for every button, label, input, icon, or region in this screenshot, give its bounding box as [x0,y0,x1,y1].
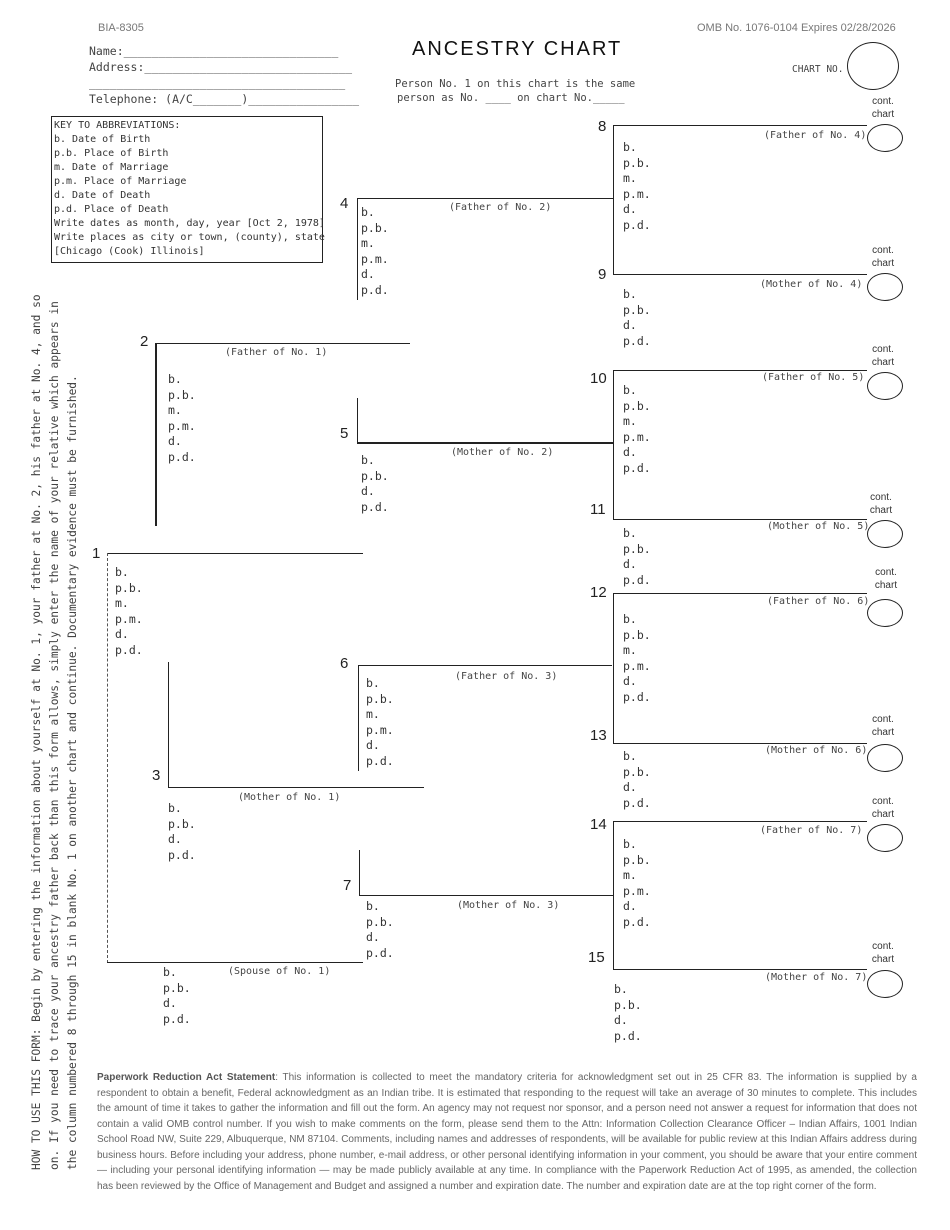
person-9-line[interactable] [613,274,867,275]
person-1-connector [107,553,108,963]
key-line: p.b. Place of Birth [54,148,169,159]
field-label: p.d. [366,753,394,768]
cont-label-text: chart [871,809,895,820]
field-label: b. [623,837,637,851]
field-label: d. [361,267,375,282]
cont-chart-label [863,940,903,966]
field-label: p.m. [366,722,394,737]
person-2-connector [155,343,157,526]
person-no-line2[interactable]: person as No. ____ on chart No._____ [397,92,625,104]
field-label: m. [623,171,637,186]
paperwork-text: : This information is collected to meet the mandatory criteria for acknowledgment set out in 25 CFR 83. The information is supplied by a respondent to obtain a benefit, Federal acknowledgment as an Indian tribe. It is estimated that responding to the request will take an average of 30 minutes to complete. This includes the amount of time it takes to gather the information and fill out the form. An agency may not request nor sponsor, and a person need not answer a request for information that does not contain a valid OMB control number. If you wish to make comments on the form, please send them to the Attn: Information Collection Clearance Officer – Indian Affairs, 1001 Indian School Road NW, Suite 229, Albuquerque, NM 87104. Comments, including names and addresses of respondents, will be available for public review at this Indian Affairs address during business hours. Before including your address, phone number, e-mail address, or other personal identifying information in your comment, you should be aware that your entire comment — including your personal identifying information — may be made publicly available at any time. In compliance with the Paperwork Reduction Act of 1995, as amended, the collection has been reviewed by the Office of Management and Budget and assigned a number and expiration date. The number and expiration date are at the top right corner of the form. [97,1072,917,1192]
person-11-caption: (Mother of No. 5) [767,521,870,532]
person-10-line[interactable] [613,370,867,371]
person-11-line[interactable] [613,519,867,520]
person-4-line[interactable] [357,198,613,199]
person-12-fields[interactable] [623,612,651,706]
person-12-line[interactable] [613,593,867,594]
chart-no-circle[interactable] [847,42,899,90]
field-label: p.d. [366,945,394,960]
omb-number: OMB No. 1076-0104 Expires 02/28/2026 [697,22,896,34]
spouse-line[interactable] [107,962,363,963]
field-label: b. [115,565,129,579]
cont-chart-circle-13[interactable] [867,744,903,772]
field-label: p.b. [623,155,651,170]
chart-no-label: CHART NO. [792,64,844,75]
person-1-number: 1 [92,545,101,562]
field-label: m. [115,596,129,611]
person-3-fields[interactable] [168,801,196,863]
person-1-fields[interactable] [115,565,143,659]
person-8-caption: (Father of No. 4) [764,130,867,141]
person-1-line[interactable] [107,553,363,554]
person-2-number: 2 [140,333,149,350]
field-label: p.d. [168,449,196,464]
field-label: p.b. [623,398,651,413]
field-label: b. [168,801,182,815]
how-to-use-instructions [28,270,82,1170]
field-label: p.b. [168,816,196,831]
cont-label-text: chart [871,357,895,368]
field-label: d. [623,445,637,460]
field-label: m. [366,707,380,722]
pair-12-13-connector [613,593,614,743]
cont-label-text: cont. [875,567,897,578]
cont-chart-label [866,566,906,592]
field-label: p.b. [366,691,394,706]
cont-label-text: chart [871,258,895,269]
instructions-line: the column numbered 8 through 15 in blank No. 1 on another chart and continue. Documentary evidence must be furnished. [66,375,79,1170]
field-label: b. [361,205,375,219]
field-label: p.d. [168,847,196,862]
cont-chart-circle-14[interactable] [867,824,903,852]
field-label: b. [168,372,182,386]
cont-label-text: chart [871,109,895,120]
telephone-line: ________________ [248,92,360,106]
cont-label-text: cont. [870,492,892,503]
person-14-line[interactable] [613,821,867,822]
field-label: d. [623,557,637,572]
key-line: Write places as city or town, (county), state [54,232,325,243]
field-label: p.d. [115,642,143,657]
instructions-line: HOW TO USE THIS FORM: Begin by entering the information about yourself at No. 1, your father at No. 2, his father at No. 4, and so [30,294,43,1170]
person-6-connector [358,665,359,771]
pair-10-11-connector [613,370,614,520]
person-3-caption: (Mother of No. 1) [238,792,341,803]
cont-chart-label [863,95,903,121]
cont-label-text: cont. [872,96,894,107]
cont-chart-label [863,244,903,270]
person-10-caption: (Father of No. 5) [762,372,865,383]
cont-label-text: cont. [872,344,894,355]
person-13-caption: (Mother of No. 6) [765,745,868,756]
field-label: p.d. [623,217,651,232]
person-5-line[interactable] [357,442,613,444]
person-9-number: 9 [598,266,607,283]
spouse-fields[interactable] [163,965,191,1027]
field-label: p.d. [623,460,651,475]
field-label: d. [623,674,637,689]
key-line: m. Date of Marriage [54,162,169,173]
person-3-number: 3 [152,767,161,784]
person-8-line[interactable] [613,125,867,126]
field-label: d. [623,780,637,795]
person-6-number: 6 [340,655,349,672]
instructions-line: on. If you need to trace your ancestry father back than this form allows, simply enter the name of your relative which appears in [48,301,61,1170]
key-line: b. Date of Birth [54,134,151,145]
person-5-number: 5 [340,425,349,442]
paperwork-heading: Paperwork Reduction Act Statement [97,1072,276,1083]
field-label: m. [168,403,182,418]
field-label: p.b. [163,980,191,995]
cont-label-text: cont. [872,941,894,952]
field-label: p.m. [623,186,651,201]
field-label: p.d. [623,572,651,587]
field-label: p.d. [163,1011,191,1026]
key-line: d. Date of Death [54,190,151,201]
person-3-connector [168,662,169,787]
field-label: p.m. [361,251,389,266]
field-label: p.d. [623,795,651,810]
field-label: p.b. [623,627,651,642]
person-4-fields[interactable] [361,205,389,299]
field-label: p.d. [623,333,651,348]
field-label: m. [623,643,637,658]
name-field[interactable] [89,44,338,58]
person-15-number: 15 [588,949,605,966]
person-7-fields[interactable] [366,899,394,961]
person-9-caption: (Mother of No. 4) [760,279,863,290]
person-7-line[interactable] [359,895,613,896]
person-6-fields[interactable] [366,676,394,770]
person-13-fields[interactable] [623,749,651,811]
field-label: p.m. [623,429,651,444]
telephone-label: Telephone: (A/C_______) [89,92,249,106]
field-label: d. [623,899,637,914]
key-line: p.m. Place of Marriage [54,176,187,187]
cont-chart-circle-15[interactable] [867,970,903,998]
person-2-line[interactable] [156,343,410,344]
cont-chart-circle-9[interactable] [867,273,903,301]
pair-14-15-connector [613,821,614,969]
person-14-caption: (Father of No. 7) [760,825,863,836]
field-label: d. [623,202,637,217]
field-label: p.d. [614,1028,642,1043]
key-line: Write dates as month, day, year [Oct 2, 1978] [54,218,325,229]
cont-label-text: chart [874,580,898,591]
person-5-caption: (Mother of No. 2) [451,447,554,458]
field-label: b. [366,676,380,690]
field-label: p.d. [623,914,651,929]
person-11-fields[interactable] [623,526,651,588]
person-9-fields[interactable] [623,287,651,349]
cont-label-text: cont. [872,796,894,807]
field-label: p.b. [168,387,196,402]
field-label: p.m. [168,418,196,433]
cont-label-text: chart [871,727,895,738]
field-label: p.m. [115,611,143,626]
field-label: d. [361,484,375,499]
field-label: d. [623,318,637,333]
field-label: b. [361,453,375,467]
person-8-number: 8 [598,118,607,135]
address-label: Address: [89,60,145,74]
person-7-connector [359,850,360,895]
address-field[interactable] [89,60,352,74]
address-line-2[interactable]: _____________________________________ [89,76,346,90]
abbreviation-key [51,116,323,263]
cont-chart-label [863,795,903,821]
person-7-number: 7 [343,877,352,894]
person-11-number: 11 [590,501,606,518]
person-8-fields[interactable] [623,140,651,234]
page-title: ANCESTRY CHART [412,38,623,60]
person-4-number: 4 [340,195,349,212]
key-line: [Chicago (Cook) Illinois] [54,246,205,257]
field-label: d. [115,627,129,642]
name-label: Name: [89,44,124,58]
field-label: m. [623,868,637,883]
cont-chart-circle-11[interactable] [867,520,903,548]
person-10-number: 10 [590,370,607,387]
person-7-caption: (Mother of No. 3) [457,900,560,911]
field-label: d. [168,832,182,847]
field-label: p.d. [361,282,389,297]
field-label: b. [614,982,628,996]
field-label: m. [361,236,375,251]
person-5-fields[interactable] [361,453,389,515]
field-label: b. [623,287,637,301]
person-3-line[interactable] [168,787,424,788]
field-label: d. [163,996,177,1011]
person-6-line[interactable] [358,665,612,666]
field-label: b. [623,140,637,154]
cont-chart-circle-12[interactable] [867,599,903,627]
person-14-fields[interactable] [623,837,651,931]
field-label: p.b. [623,541,651,556]
person-4-caption: (Father of No. 2) [449,202,552,213]
cont-label-text: chart [871,954,895,965]
key-line: p.d. Place of Death [54,204,169,215]
field-label: p.b. [366,914,394,929]
person-15-line[interactable] [613,969,867,970]
spouse-caption: (Spouse of No. 1) [228,966,331,977]
person-15-fields[interactable] [614,982,642,1044]
field-label: b. [623,383,637,397]
field-label: p.b. [361,468,389,483]
cont-label-text: cont. [872,245,894,256]
field-label: p.b. [623,852,651,867]
field-label: p.b. [623,302,651,317]
form-id: BIA-8305 [98,22,144,34]
field-label: p.b. [361,220,389,235]
field-label: d. [168,434,182,449]
field-label: d. [366,930,380,945]
person-13-line[interactable] [613,743,867,744]
field-label: p.b. [115,580,143,595]
person-5-connector [357,398,358,442]
field-label: b. [623,749,637,763]
telephone-field[interactable] [89,92,359,106]
key-title: KEY TO ABBREVIATIONS: [54,120,181,131]
field-label: p.b. [614,997,642,1012]
pair-8-9-connector [613,125,614,275]
field-label: b. [623,612,637,626]
cont-label-text: cont. [872,714,894,725]
name-line: _______________________________ [123,44,339,58]
person-4-connector [357,198,358,300]
person-12-caption: (Father of No. 6) [767,596,870,607]
person-2-caption: (Father of No. 1) [225,347,328,358]
field-label: d. [614,1013,628,1028]
field-label: p.d. [623,689,651,704]
cont-chart-label [863,343,903,369]
field-label: m. [623,414,637,429]
field-label: p.b. [623,764,651,779]
person-14-number: 14 [590,816,607,833]
field-label: b. [163,965,177,979]
field-label: p.m. [623,658,651,673]
field-label: b. [623,526,637,540]
cont-chart-circle-10[interactable] [867,372,903,400]
person-10-fields[interactable] [623,383,651,477]
field-label: d. [366,738,380,753]
cont-label-text: chart [869,505,893,516]
field-label: b. [366,899,380,913]
field-label: p.d. [361,499,389,514]
person-13-number: 13 [590,727,607,744]
person-15-caption: (Mother of No. 7) [765,972,868,983]
field-label: p.m. [623,883,651,898]
cont-chart-circle-8[interactable] [867,124,903,152]
person-12-number: 12 [590,584,607,601]
person-no-line1: Person No. 1 on this chart is the same [395,78,636,90]
person-6-caption: (Father of No. 3) [455,671,558,682]
address-line: ______________________________ [144,60,353,74]
person-2-fields[interactable] [168,372,196,466]
cont-chart-label [863,713,903,739]
cont-chart-label [861,491,901,517]
paperwork-reduction-statement [97,1070,917,1194]
